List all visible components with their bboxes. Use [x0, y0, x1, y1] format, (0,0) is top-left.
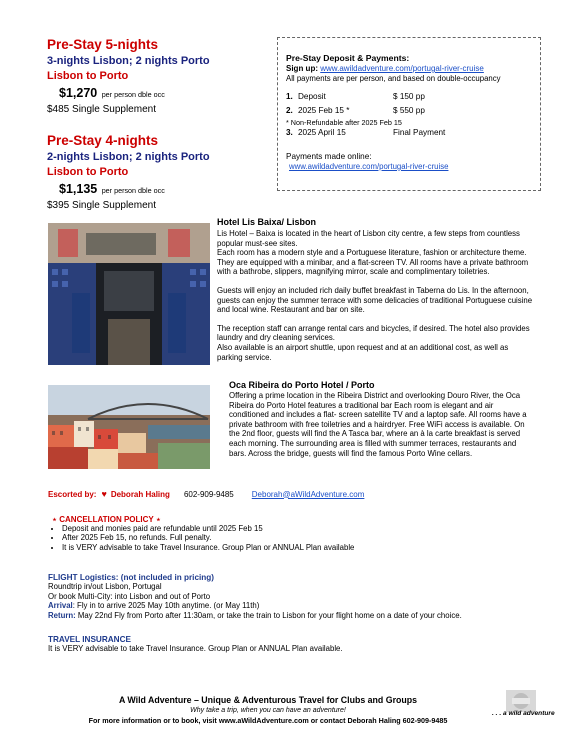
escort-label: Escorted by:: [48, 489, 97, 499]
payment-row-2: [286, 106, 536, 115]
heart-icon: ♥: [101, 489, 107, 499]
hotel-lisbon-block: [217, 217, 535, 362]
hotel-lisbon-p2: Each room has a modern style and a Portuguese literature, fashion or architecture theme. They are equipped with a minibar, and a flat-screen TV. All rooms have a private bathroom with a bathrobe, slippers, magnifying mirror, scale and complimentary toiletries.: [217, 248, 529, 277]
hotel-lisbon-p3: Guests will enjoy an included rich daily buffet breakfast in Taberna do Lis. In the afternoon, guests can enjoy the summer terrace with some delicacies of traditional Portuguese cuisine and local wine. Restaurant and bar on site.: [217, 285, 533, 315]
payment-3-label: 2025 April 15: [298, 128, 346, 137]
payment-2-amount: $ 550 pp: [393, 106, 425, 115]
online-label: Payments made online:: [286, 152, 372, 161]
hotel-lisbon-photo: [48, 223, 210, 365]
arrival-text: : Fly in to arrive 2025 May 10th anytime. (or May 11th): [72, 601, 260, 611]
prestay4-single: $395 Single Supplement: [47, 200, 156, 211]
insurance-title: TRAVEL INSURANCE: [48, 635, 131, 644]
payment-3-amount: Final Payment: [393, 128, 446, 137]
prestay5-line1: 3-nights Lisbon; 2 nights Porto: [47, 55, 210, 67]
insurance-text: It is VERY advisable to take Travel Insurance. Group Plan or ANNUAL Plan available.: [48, 644, 343, 653]
prestay5-price: $1,270: [59, 86, 98, 100]
nonrefund-note: * Non-Refundable after 2025 Feb 15: [286, 118, 402, 127]
escort-line: [48, 489, 364, 499]
prestay5-line2: Lisbon to Porto: [47, 70, 129, 82]
prestay5-single: $485 Single Supplement: [47, 104, 156, 115]
payment-2-num: 2.: [286, 106, 293, 115]
cancellation-list: [48, 524, 548, 552]
flight-line1: Roundtrip in/out Lisbon, Portugal: [48, 582, 162, 591]
company-logo: [492, 690, 554, 724]
cancellation-item: • It is VERY advisable to take Travel Insurance. Group Plan or ANNUAL Plan available: [62, 543, 548, 552]
prestay5-title: Pre-Stay 5-nights: [47, 37, 159, 52]
arrival-label: Arrival: [48, 601, 73, 611]
prestay4-price: $1,135: [59, 182, 98, 196]
footer: [48, 695, 488, 725]
hotel-porto-p1: Offering a prime location in the Ribeira District and overlooking Douro River, the Oca Ribeira do Porto Hotel features a traditional bar Each room is elegant and air conditioned and includes a flat- screen satellite TV and a laptop safe. All rooms have a private bathroom with free toiletries and a hairdryer. Free WiFi access is available. On the 2nd floor, guests will find the A Tasca bar, where an à la carte breakfast is served each morning. The surrounding area is filled with summer terraces, restaurants and bars. Across the bridge, guests will find the famous Porto Wine cellars.: [229, 391, 527, 458]
prestay4-line1: 2-nights Lisbon; 2 nights Porto: [47, 151, 210, 163]
payment-note: All payments are per person, and based on double-occupancy: [286, 74, 501, 83]
insurance-block: [48, 635, 548, 654]
escort-name: Deborah Haling: [110, 489, 170, 499]
return-label: Return:: [48, 610, 76, 620]
payment-1-amount: $ 150 pp: [393, 92, 425, 101]
footer-headline: A Wild Adventure – Unique & Adventurous Travel for Clubs and Groups: [118, 695, 418, 705]
flight-arrival: [48, 601, 548, 611]
footer-contact: For more information or to book, visit www.aWildAdventure.com or contact Deborah Haling 602-909-9485: [88, 716, 448, 725]
hotel-lisbon-p5: Also available is an airport shuttle, upon request and at an additional cost, as well as parking service.: [217, 342, 509, 362]
logo-text: . . . a wild adventure: [492, 710, 555, 717]
escort-phone: 602-909-9485: [183, 489, 234, 499]
payment-2-label: 2025 Feb 15 *: [298, 106, 350, 115]
cancellation-block: [48, 515, 548, 552]
return-text: May 22nd Fly from Porto after 11:30am, or take the train to Lisbon for your flight home on a date of your choice.: [75, 610, 462, 620]
payment-row-1: [286, 92, 536, 101]
payment-row-3: [286, 128, 536, 137]
flight-title: FLIGHT Logistics: (not included in pricing): [48, 573, 215, 582]
cancellation-item: • Deposit and monies paid are refundable until 2025 Feb 15: [62, 524, 548, 533]
hotel-porto-title: Oca Ribeira do Porto Hotel / Porto: [229, 380, 375, 390]
signup-link[interactable]: www.awildadventure.com/portugal-river-cruise: [320, 64, 484, 73]
online-link[interactable]: www.awildadventure.com/portugal-river-cruise: [289, 162, 449, 171]
hotel-lisbon-p4: The reception staff can arrange rental cars and bicycles, if desired. The hotel also provides laundry and dry cleaning services.: [217, 323, 530, 343]
deposit-title: Pre-Stay Deposit & Payments:: [286, 53, 410, 63]
signup-label: Sign up:: [286, 64, 318, 73]
flight-block: [48, 573, 548, 620]
escort-email[interactable]: Deborah@aWildAdventure.com: [251, 489, 365, 499]
footer-tagline: Why take a trip, when you can have an adventure!: [190, 707, 346, 714]
flight-return: [48, 611, 548, 621]
hotel-lisbon-title: Hotel Lis Baixa/ Lisbon: [217, 217, 317, 227]
cancellation-title: ⋆ CANCELLATION POLICY ⋆: [52, 515, 161, 524]
prestay4-title: Pre-Stay 4-nights: [47, 133, 159, 148]
cancellation-item: • After 2025 Feb 15, no refunds. Full penalty.: [62, 533, 548, 542]
hotel-lisbon-p1: Lis Hotel – Baixa is located in the heart of Lisbon city centre, a few steps from countless popular must-see sites.: [217, 229, 520, 248]
flight-line2: Or book Multi-City: into Lisbon and out of Porto: [48, 591, 211, 601]
prestay4-block: [47, 133, 267, 211]
prestay4-line2: Lisbon to Porto: [47, 166, 129, 178]
payment-3-num: 3.: [286, 128, 293, 137]
prestay4-price-note: per person dble occ: [101, 186, 165, 195]
deposit-box: [277, 37, 541, 191]
payment-1-label: Deposit: [298, 92, 326, 101]
payment-1-num: 1.: [286, 92, 293, 101]
prestay5-block: [47, 37, 267, 115]
hotel-porto-photo: [48, 385, 210, 469]
prestay5-price-note: per person dble occ: [101, 90, 165, 99]
hotel-porto-block: [229, 380, 535, 458]
